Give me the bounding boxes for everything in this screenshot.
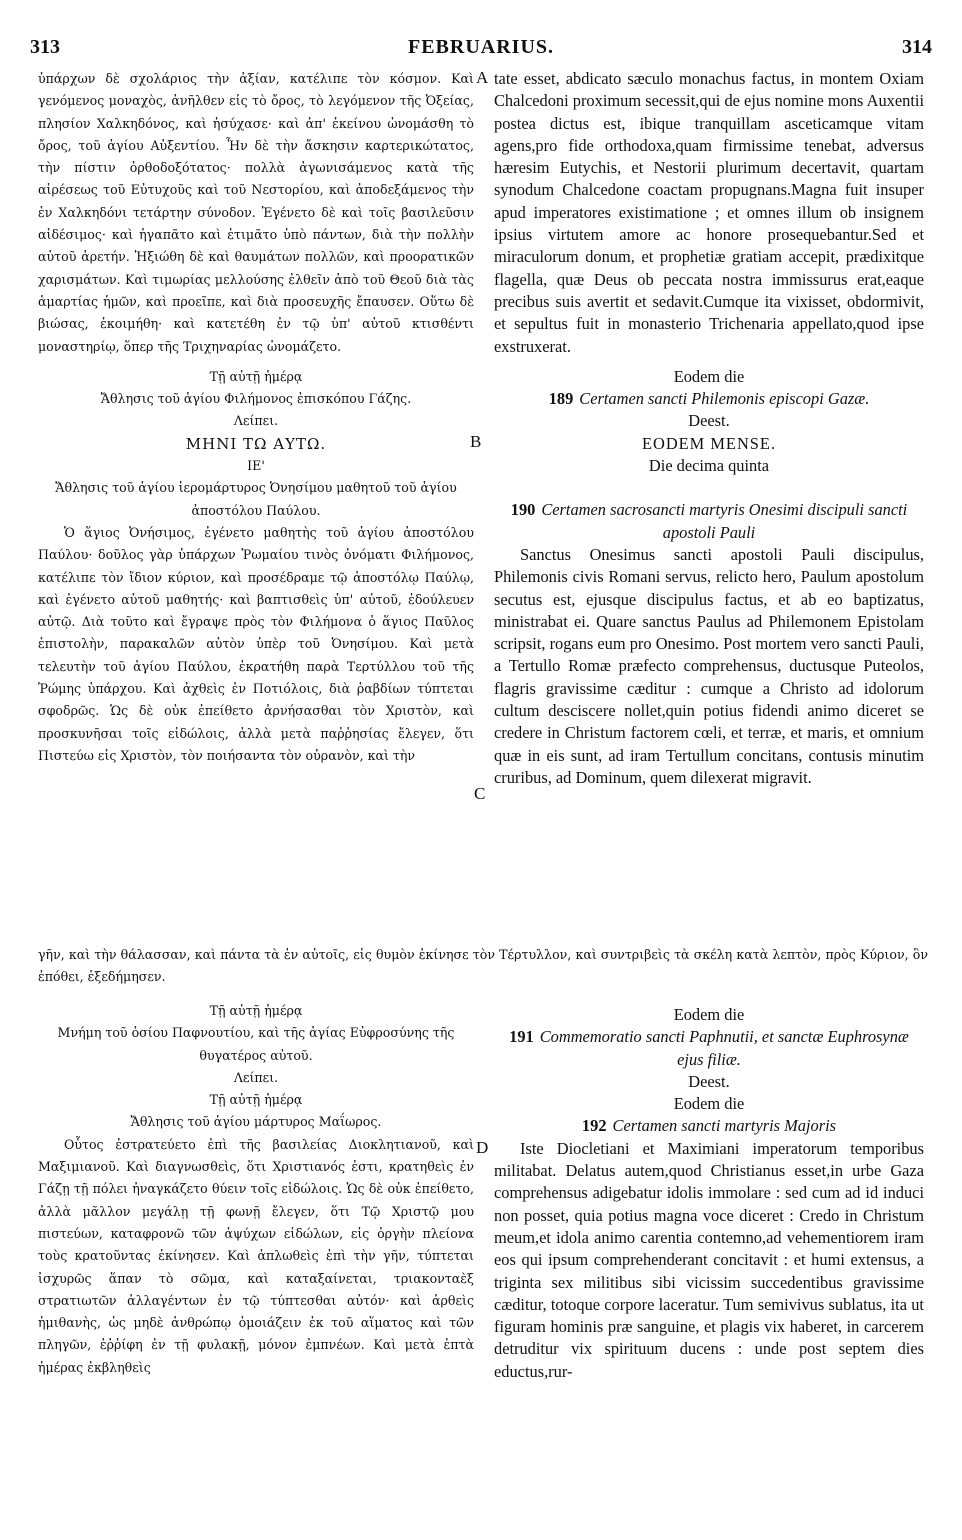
running-header [30, 36, 932, 60]
latin-deest: Deest. [688, 411, 730, 431]
latin-eodem-die-2: Eodem die [673, 1005, 745, 1024]
latin-philemon-title: Certamen sancti Philemonis episcopi Gazæ. [579, 389, 870, 409]
latin-paphnutius-title: Commemoratio sancti Paphnutii, et sanctæ Euphrosynæ ejus filiæ. [539, 1027, 909, 1069]
left-page-number: 313 [30, 36, 60, 58]
latin-eodem-die: Eodem die [673, 366, 745, 386]
greek-same-day-heading-2: Τῇ αὐτῇ ἡμέρᾳ [209, 1003, 303, 1018]
latin-major-paragraph: Iste Diocletiani et Maximiani imperatorum temporibus militabat. Delatus autem,quod Christianus esset,in urbe Gaza comprehensus adigebatur idolis immolare : sed cum ad id induci non posset, quia potius magna voce diceret : Credo in Christum meum,et idola animo carentia contemno,ad vehementiorem iram eos qui ipsum comprehenderant concitavit : et humi extensus, a triginta sex militibus sibi vicissim succedentibus gravissime cæditur, totoque corpore laceratur. Tum semivivus sublatus, ita ut figuram hominis præ sanguine, et plagis vix haberet, in carcerem detruditur vix spirituum ducens : unde post septem dies eductus,rur- [494, 1138, 924, 1381]
greek-major-title: Ἄθλησις τοῦ ἁγίου μάρτυρος Μαΐωρος. [130, 1114, 382, 1130]
latin-column-lower [494, 1004, 924, 1383]
margin-letter-b: B [470, 432, 482, 451]
latin-eodem-die-3: Eodem die [673, 1094, 745, 1114]
margin-letter-c: C [474, 784, 486, 803]
greek-column-lower [38, 1000, 474, 1379]
greek-onesimus-paragraph: Ὁ ἅγιος Ὀνήσιμος, ἐγένετο μαθητὴς τοῦ ἁγίου ἀποστόλου Παύλου· δοῦλος γὰρ ὑπάρχων Ῥωμαίου τινὸς ὀνόματι Φιλήμονος, κατέλιπε τὸν ἴδιον κύριον, καὶ προσέδραμε τῷ ἀποστόλῳ Παύλῳ, καὶ ἐγένετο αὐτοῦ μαθητής· καὶ βαπτισθεὶς ὑπ' αὐτοῦ, ἐδούλευεν αὐτῷ. Διὰ τοῦτο καὶ ἔγραψε πρὸς τὸν Φιλήμονα ὁ ἅγιος Παῦλος ἐπιστολὴν, παρακαλῶν αὐτὸν ὑπὲρ τοῦ Ὀνησίμου. Καὶ μετὰ τελευτὴν τοῦ ἁγίου Παύλου, ἐκρατήθη παρὰ Τερτύλλου τοῦ τῆς Ῥώμης ὑπάρχου. Καὶ ἀχθεὶς ἐν Ποτιόλοις, διὰ ῥαβδίων τύπτεται σφοδρῶς. Ὡς δὲ οὐκ ἐπείθετο ἀρνήσασθαι τὸν Χριστὸν, καὶ προσκυνῆσαι τοῖς εἰδώλοις, ἀλλὰ μετὰ παῤῥησίας ἔλεγεν, ὅτι Πιστεύω εἰς Χριστὸν, τὸν ποιήσαντα τὸν οὐρανὸν, καὶ τὴν [38, 524, 474, 763]
entry-number-189: 189 [548, 389, 574, 409]
entry-number-191: 191 [509, 1027, 534, 1047]
greek-paphnutius-title: Μνήμη τοῦ ὁσίου Παφνουτίου, καὶ τῆς ἁγίας Εὐφροσύνης τῆς θυγατέρος αὐτοῦ. [57, 1025, 455, 1063]
greek-same-day-heading-3: Τῇ αὐτῇ ἡμέρᾳ [209, 1092, 303, 1108]
greek-onesimus-title: Ἄθλησις τοῦ ἁγίου ἱερομάρτυρος Ὀνησίμου μαθητοῦ τοῦ ἁγίου ἀποστόλου Παύλου. [55, 480, 457, 518]
right-page-number: 314 [902, 36, 932, 58]
greek-same-day-heading: Τῇ αὐτῇ ἡμέρᾳ [209, 368, 303, 384]
latin-major-title: Certamen sancti martyris Majoris [612, 1116, 837, 1136]
latin-column-upper [494, 68, 924, 789]
entry-number-192: 192 [581, 1116, 607, 1136]
latin-onesimus-title: Certamen sacrosancti martyris Onesimi discipuli sancti apostoli Pauli [541, 500, 908, 542]
greek-month-heading: ΜΗΝΙ ΤΩ ΑΥΤΩ. [185, 434, 327, 453]
greek-philemon-title: Ἄθλησις τοῦ ἁγίου Φιλήμονος ἐπισκόπου Γάζης. [100, 391, 412, 407]
latin-month-heading: EODEM MENSE. [641, 433, 777, 453]
greek-major-paragraph: Οὗτος ἐστρατεύετο ἐπὶ τῆς βασιλείας Διοκλητιανοῦ, καὶ Μαξιμιανοῦ. Καὶ διαγνωσθεὶς, ὅτι Χριστιανός ἐστι, κρατηθεὶς ἐν Γάζῃ τῇ πόλει ἠναγκάζετο θύειν τοῖς εἰδώλοις. Ὡς δὲ οὐκ ἐπείθετο, ἀλλὰ μᾶλλον μεγάλῃ τῇ φωνῇ ἔλεγεν, ὅτι Τῷ Χριστῷ μου πιστεύων, καταφρονῶ τῶν ἀψύχων εἰδώλων, εἰς ὀργὴν πλείονα τοὺς κρατοῦντας ἐκίνησεν. Καὶ ἁπλωθεὶς ἐπὶ τὴν γῆν, τύπτεται ἰσχυρῶς ἅπαν τὸ σῶμα, καὶ καταξαίνεται, τριακονταὲξ στρατιωτῶν ἀλλαγέντων ἐν τῷ τύπτεσθαι αὐτόν· καὶ ἀρθεὶς ἡμιθανὴς, ὡς μηδὲ ἀνθρώπῳ ὁμοιάζειν ἐκ τοῦ αἵματος καὶ τῶν πληγῶν, ἐῤῥίφη ἐν τῇ φυλακῇ, μόνον ἐμπνέων. Καὶ μετὰ ἑπτὰ ἡμέρας ἐκβληθεὶς [38, 1136, 474, 1375]
margin-letter-d: D [476, 1138, 489, 1157]
greek-onesimus-continuation: γῆν, καὶ τὴν θάλασσαν, καὶ πάντα τὰ ἐν αὐτοῖς, εἰς θυμὸν ἐκίνησε τὸν Τέρτυλλον, καὶ συντριβεὶς τὰ σκέλη κατὰ λεπτὸν, πρὸς Κύριον, ὃν ἐπόθει, ἐξεδήμησεν. [38, 947, 928, 985]
greek-day-number: ΙΕ' [247, 458, 265, 474]
greek-auxentius-paragraph: ὑπάρχων δὲ σχολάριος τὴν ἀξίαν, κατέλιπε τὸν κόσμον. Καὶ γενόμενος μοναχὸς, ἀνῆλθεν εἰς τὸ ὄρος, τὸ λεγόμενον τῆς Ὀξείας, πλησίον Χαλκηδόνος, καὶ ἡσύχασε· καὶ ἀπ' ἐκείνου ὠνομάσθη τὸ ὄρος, τοῦ ἁγίου Αὐξεντίου. Ἦν δὲ τὴν ἄσκησιν καρτερικώτατος, τὴν πίστιν ὀρθοδοξότατος· πολλὰ ἀγωνισάμενος κατὰ τῆς αἱρέσεως τοῦ Εὐτυχοῦς καὶ τοῦ Νεστορίου, καὶ ἀποδεξάμενος τὴν ἐν Χαλκηδόνι τετάρτην σύνοδον. Ἐγένετο δὲ καὶ τοῖς βασιλεῦσιν αἰδέσιμος· καὶ ἠγαπᾶτο καὶ ἐτιμᾶτο ὑπὸ πάντων, διὰ τὴν πολλὴν αὐτοῦ ἀρετήν. Ἠξιώθη δὲ καὶ θαυμάτων πολλῶν, καὶ προορατικῶν χαρισμάτων. Καὶ τιμωρίας μελλούσης ἐλθεῖν ἀπὸ τοῦ Θεοῦ διὰ τὰς ἁμαρτίας ἡμῶν, καὶ προεῖπε, καὶ διὰ προσευχῆς ἔπαυσεν. Οὕτω δὲ βιώσας, ἐκοιμήθη· καὶ κατετέθη ἐν τῷ ὑπ' αὐτοῦ κτισθέντι μοναστηρίῳ, ὅπερ τῆς Τριχηναρίας ὠνομάζετο. [38, 71, 474, 354]
latin-deest-2: Deest. [688, 1071, 730, 1091]
margin-letter-a: A [476, 68, 489, 87]
greek-column-upper [38, 68, 474, 767]
latin-auxentius-paragraph: tate esset, abdicato sæculo monachus factus, in montem Oxiam Chalcedoni proximum secessit,qui de ejus nomine mons Auxentii postea dictus est, ibique tranquillam asceticamque vitam agens,pro fide orthodoxa,quam firmissime tenebat, adversus hæresim Eutychis, et Nestorii plurimum decertavit, quartam synodum Chalcedone coactam propugnans.Magna fuit insuper apud imperatores existimatione ; et omnes illum ob insignem ipsius virtutem amore ac honore prosequebantur.Sed et miraculorum donum, et prophetiæ gratiam accepit, prædixitque flagella, quæ Deus ob peccata nostra immissurus erat,eaque precibus suis avertit et sedavit.Cumque ita vixisset, obdormivit, et sepultus fuit in monasterio Trichenaria appellato,quod ipse exstruxerat. [494, 69, 924, 356]
latin-onesimus-paragraph: Sanctus Onesimus sancti apostoli Pauli discipulus, Philemonis civis Romani servus, relicto hero, Paulum apostolum secutus est, ejusque discipulus factus, et ab eo baptizatus, ministrabat ei. Quare sanctus Paulus ad Philemonem Epistolam scripsit, rogans eum pro Onesimo. Post mortem vero sancti Pauli, a Tertullo Romæ præfecto comprehensus, ductusque Puteolos, flagris gravissime cæditur : cumque a Christo ad idolorum cultum desciscere nollet,quin potius fidendi animo diceret se credere in Christum factorem cœli, et terræ, et maris, et omnium quæ in eis sunt, ad iram Tertullum concitans, contusis minutim cruribus, ad Dominum, quem dilexerat migravit. [494, 544, 924, 787]
latin-day-heading: Die decima quinta [648, 456, 770, 476]
running-title: FEBRUARIUS. [407, 36, 555, 58]
greek-deest: Λείπει. [233, 413, 279, 429]
entry-number-190: 190 [510, 500, 536, 520]
greek-deest-2: Λείπει. [233, 1069, 279, 1085]
